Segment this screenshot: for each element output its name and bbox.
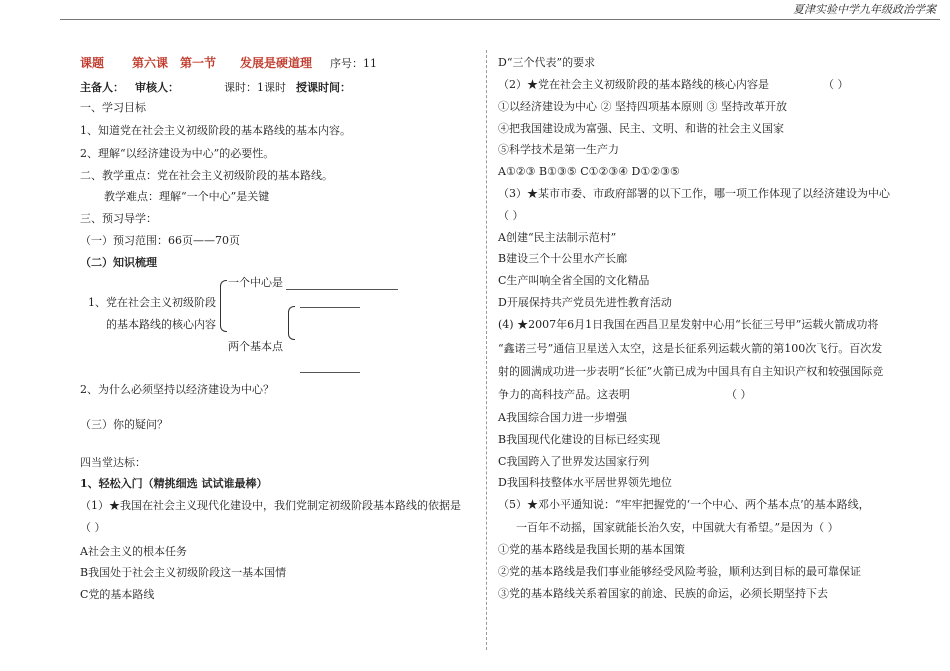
mc-question-2: （2）★党在社会主义初级阶段的基本路线的核心内容是 bbox=[498, 78, 769, 91]
section-2-key: 二、教学重点：党在社会主义初级阶段的基本路线。 bbox=[80, 169, 333, 182]
mc-question-3-option-a: A创建“民主法制示范村” bbox=[498, 231, 617, 244]
mc-question-2-option-4: ④把我国建设成为富强、民主、文明、和谐的社会主义国家 bbox=[498, 122, 784, 135]
page-header: 夏津实验中学九年级政治学案 bbox=[793, 3, 936, 16]
meta-hours: 课时：1课时 bbox=[224, 81, 286, 94]
knowledge-heading: （二）知识梳理 bbox=[80, 256, 157, 269]
preview-range: （一）预习范围：66页——70页 bbox=[80, 234, 240, 247]
section-1-heading: 一、学习目标 bbox=[80, 101, 146, 114]
title-serial: 序号：11 bbox=[330, 57, 377, 70]
mc-question-1-option-c: C党的基本路线 bbox=[80, 588, 155, 601]
question-2: 2、为什么必须坚持以经济建设为中心？ bbox=[80, 383, 274, 396]
mc-question-4-option-c: C我国跨入了世界发达国家行列 bbox=[498, 455, 650, 468]
mc-question-4-option-a: A我国综合国力进一步增强 bbox=[498, 411, 627, 424]
mc-question-3-answer-paren[interactable]: （ ） bbox=[498, 209, 524, 222]
tree-points-label: 两个基本点 bbox=[228, 340, 283, 353]
mc-question-4-answer-paren[interactable]: （ ） bbox=[726, 388, 752, 401]
mc-question-3-option-d: D开展保持共产党员先进性教育活动 bbox=[498, 296, 672, 309]
mc-question-5-statement-1: ①党的基本路线是我国长期的基本国策 bbox=[498, 543, 685, 556]
mc-question-2-option-5: ⑤科学技术是第一生产力 bbox=[498, 143, 619, 156]
mc-question-5-line-1: （5）★邓小平通知说：“牢牢把握党的‘一个中心、两个基本点’的基本路线， bbox=[498, 498, 870, 511]
mc-question-1-option-b: B我国处于社会主义初级阶段这一基本国情 bbox=[80, 566, 287, 579]
meta-date: 授课时间： bbox=[296, 81, 351, 94]
mc-question-2-options-1-3: ①以经济建设为中心 ② 坚持四项基本原则 ③ 坚持改革开放 bbox=[498, 100, 787, 113]
inner-brace bbox=[288, 306, 295, 340]
mc-question-4-line-4: 争力的高科技产品。这表明 bbox=[498, 388, 630, 401]
mc-question-4-line-3: 射的圆满成功进一步表明“长征”火箭已成为中国具有自主知识产权和较强国际竞 bbox=[498, 365, 884, 378]
section-3-heading: 三、预习导学： bbox=[80, 212, 157, 225]
doubt-heading: （三）你的疑问？ bbox=[80, 418, 168, 431]
mc-question-5-statement-3: ③党的基本路线关系着国家的前途、民族的命运，必须长期坚持下去 bbox=[498, 587, 828, 600]
meta-author: 主备人： bbox=[80, 81, 124, 94]
title-label: 课题 bbox=[80, 56, 105, 70]
section-4-heading: 四当堂达标： bbox=[80, 456, 146, 469]
mc-question-3: （3）★某市市委、市政府部署的以下工作，哪一项工作体现了以经济建设为中心 bbox=[498, 187, 890, 200]
goal-1: 1、知道党在社会主义初级阶段的基本路线的基本内容。 bbox=[80, 124, 351, 137]
mc-question-1: （1）★我国在社会主义现代化建设中，我们党制定初级阶段基本路线的依据是 bbox=[80, 499, 461, 512]
center-answer-blank[interactable] bbox=[286, 289, 398, 290]
tree-question-line1: 1、党在社会主义初级阶段 bbox=[88, 296, 216, 309]
mc-question-2-choices: A①②③ B①③⑤ C①②③④ D①②③⑤ bbox=[498, 165, 680, 178]
mc-question-4-line-1: (4) ★2007年6月1日我国在西昌卫星发射中心用“长征三号甲”运载火箭成功将 bbox=[498, 318, 879, 331]
mc-question-1-answer-paren[interactable]: （ ） bbox=[80, 521, 106, 534]
point-answer-blank-2[interactable] bbox=[300, 372, 360, 373]
mc-question-3-option-b: B建设三个十公里水产长廊 bbox=[498, 252, 628, 265]
tree-center-label: 一个中心是 bbox=[228, 276, 283, 289]
title-section: 第一节 bbox=[180, 56, 217, 70]
section-2-difficulty: 教学难点：理解“一个中心”是关键 bbox=[104, 190, 270, 203]
goal-2: 2、理解“以经济建设为中心”的必要性。 bbox=[80, 147, 275, 160]
mc-question-1-option-a: A社会主义的根本任务 bbox=[80, 545, 187, 558]
mc-question-3-option-c: C生产叫响全省全国的文化精品 bbox=[498, 274, 650, 287]
tree-question-line2: 的基本路线的核心内容 bbox=[106, 318, 216, 331]
header-rule bbox=[60, 19, 940, 20]
mc-question-5-line-2: 一百年不动摇，国家就能长治久安，中国就大有希望。”是因为（ ） bbox=[516, 521, 839, 534]
mc-question-4-option-b: B我国现代化建设的目标已经实现 bbox=[498, 433, 661, 446]
outer-brace bbox=[220, 280, 227, 332]
mc-question-1-option-d: D“三个代表”的要求 bbox=[498, 56, 596, 69]
mc-question-2-answer-paren[interactable]: （ ） bbox=[823, 78, 849, 91]
point-answer-blank-1[interactable] bbox=[300, 307, 360, 308]
title-lesson: 第六课 bbox=[132, 56, 169, 70]
mc-question-5-statement-2: ②党的基本路线是我们事业能够经受风险考验，顺利达到目标的最可靠保证 bbox=[498, 565, 861, 578]
mc-question-4-line-2: “鑫诺三号”通信卫星送入太空，这是长征系列运载火箭的第100次飞行。百次发 bbox=[498, 342, 883, 355]
title-topic: 发展是硬道理 bbox=[240, 56, 313, 70]
mc-question-4-option-d: D我国科技整体水平居世界领先地位 bbox=[498, 476, 672, 489]
easy-start-heading: 1、轻松入门（精挑细选 试试谁最棒） bbox=[80, 477, 268, 490]
column-divider bbox=[486, 50, 487, 650]
meta-reviewer: 审核人： bbox=[135, 81, 179, 94]
